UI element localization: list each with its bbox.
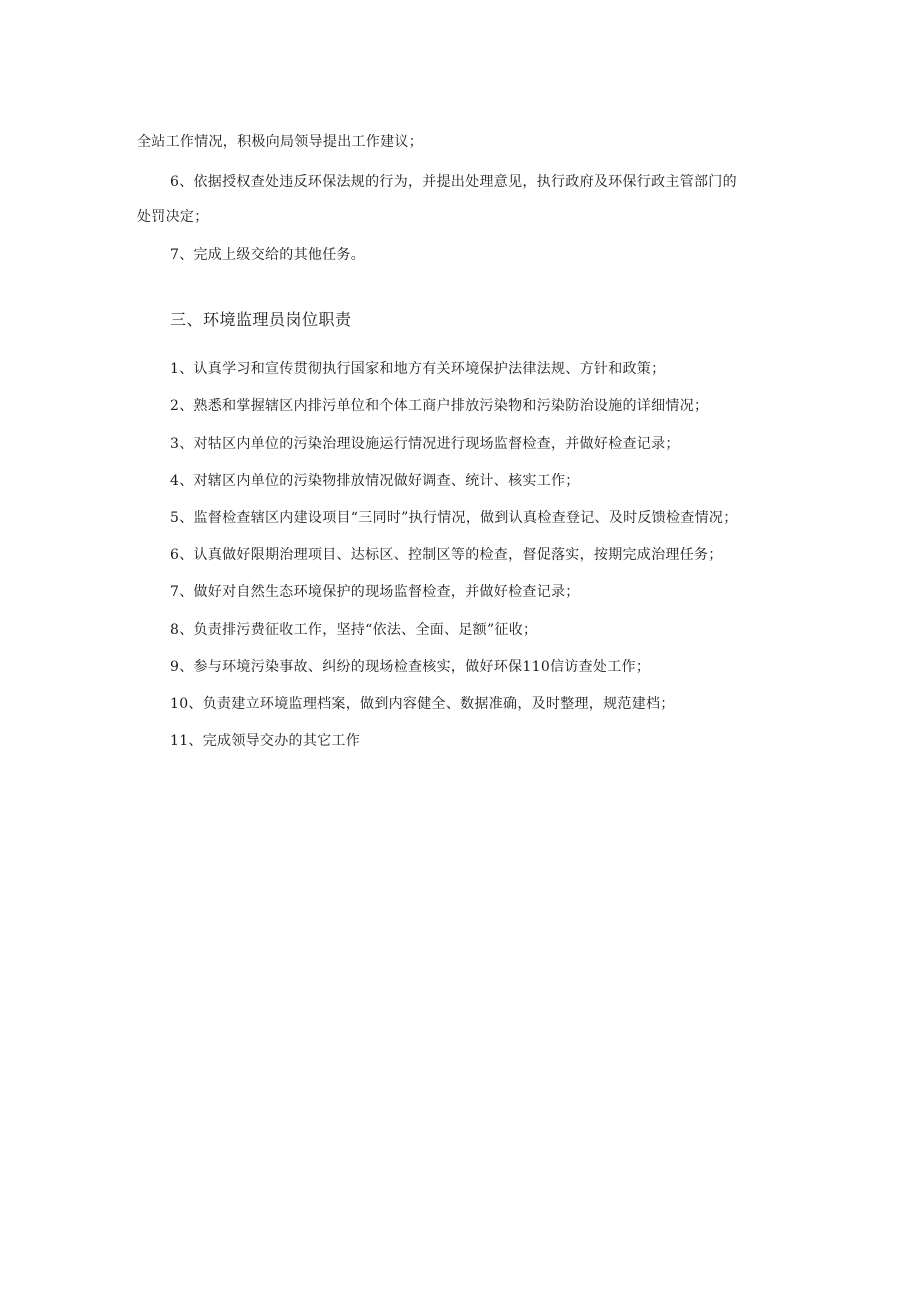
list-item-4: 4、对辖区内单位的污染物排放情况做好调查、统计、核实工作； <box>170 473 580 489</box>
paragraph-item-6-line-2: 处罚决定； <box>137 209 209 225</box>
list-item-2: 2、熟悉和掌握辖区内排污单位和个体工商户排放污染物和污染防治设施的详细情况； <box>170 398 709 414</box>
list-item-9: 9、参与环境污染事故、纠纷的现场检查核实，做好环保110信访查处工作； <box>170 659 651 675</box>
paragraph-item-7: 7、完成上级交给的其他任务。 <box>170 247 366 263</box>
list-item-10: 10、负责建立环境监理档案，做到内容健全、数据准确，及时整理，规范建档； <box>170 696 675 712</box>
list-item-1: 1、认真学习和宣传贯彻执行国家和地方有关环境保护法律法规、方针和政策； <box>170 361 666 377</box>
list-item-8: 8、负责排污费征收工作，坚持“依法、全面、足额”征收； <box>170 622 538 638</box>
paragraph-continuation: 全站工作情况，积极向局领导提出工作建议； <box>137 134 423 150</box>
list-item-3: 3、对牯区内单位的污染治理设施运行情况进行现场监督检查，并做好检查记录； <box>170 436 680 452</box>
section-heading: 三、环境监理员岗位职责 <box>170 310 352 329</box>
list-item-5: 5、监督检查辖区内建设项目“三同时”执行情况，做到认真检查登记、及时反馈检查情况； <box>170 510 738 526</box>
list-item-7: 7、做好对自然生态环境保护的现场监督检查，并做好检查记录； <box>170 584 580 600</box>
paragraph-item-6-line-1: 6、依据授权查处违反环保法规的行为，并提出处理意见，执行政府及环保行政主管部门的 <box>170 174 737 190</box>
list-item-6: 6、认真做好限期治理项目、达标区、控制区等的检查，督促落实，按期完成治理任务； <box>170 547 723 563</box>
list-item-11: 11、完成领导交办的其它工作 <box>170 733 361 749</box>
